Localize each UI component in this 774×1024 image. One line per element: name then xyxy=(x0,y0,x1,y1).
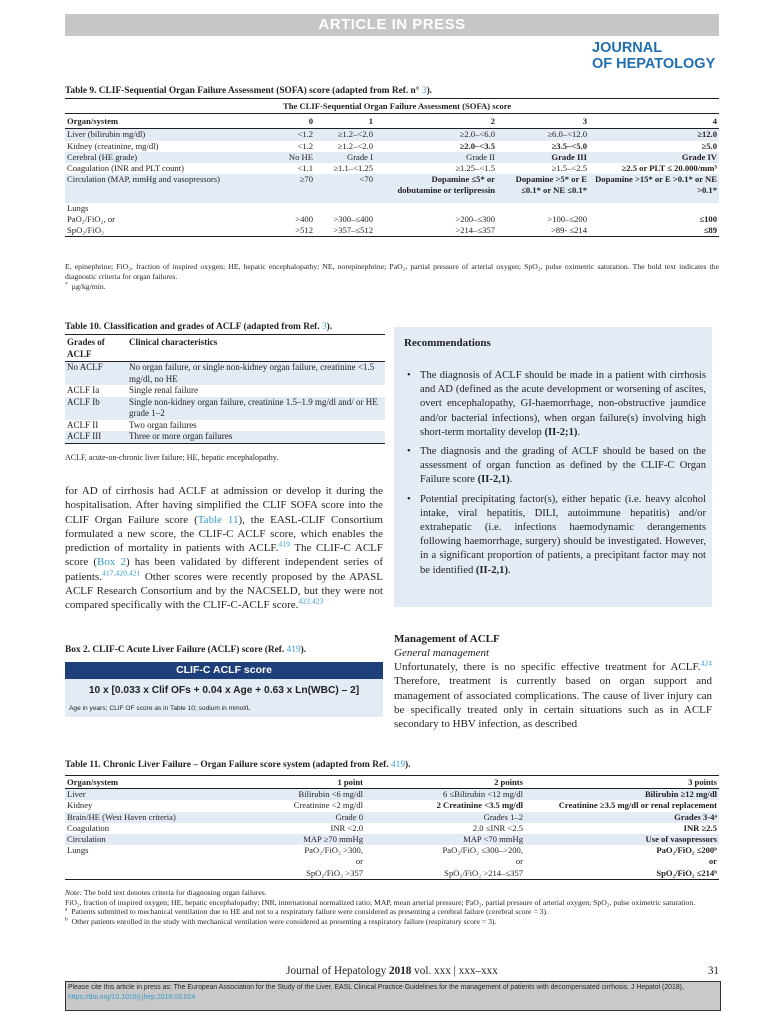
journal-logo-line2: OF HEPATOLOGY xyxy=(592,56,716,72)
cell: ACLF Ia xyxy=(67,385,100,395)
cell: >200–≤300 xyxy=(455,213,495,224)
table-row xyxy=(65,397,385,420)
text: The CLIF-C ACLF score ( xyxy=(65,542,383,569)
cell: ≥12.0 xyxy=(697,129,717,140)
cell: MAP <70 mmHg xyxy=(463,834,523,845)
cell: Single non-kidney organ failure, creatinine 1.5–1.9 mg/dl and/ or HE grade 1–2 xyxy=(129,396,378,418)
cell: ACLF II xyxy=(67,419,99,430)
page-number: 31 xyxy=(707,965,719,977)
table10-aclf-grades xyxy=(65,334,385,444)
table-row-lungs-label xyxy=(65,203,719,214)
caption-text: ). xyxy=(426,86,433,96)
citation-box xyxy=(65,981,721,1011)
cell: Grade 0 xyxy=(335,811,363,822)
journal-logo xyxy=(590,40,720,72)
recommendation-item xyxy=(407,369,706,440)
cell: ≥1.5–<2.5 xyxy=(551,163,587,174)
cell: Grade I xyxy=(346,151,373,162)
recommendation-item xyxy=(407,445,706,488)
cell: MAP ≥70 mmHg xyxy=(303,834,363,845)
cell: INR <2.0 xyxy=(330,822,363,833)
cell: >300–≤400 xyxy=(333,213,373,224)
journal-logo-line1: JOURNAL xyxy=(592,40,663,56)
doi-link[interactable]: https://doi.org/10.1016/j.jhep.2018.03.024 xyxy=(68,994,196,1001)
cell: Creatinine <2 mg/dl xyxy=(293,800,363,811)
cell: 6 ≤Bilirubin <12 mg/dl xyxy=(443,789,523,800)
cell: ≥5.0 xyxy=(701,140,717,151)
cell: ≥2.0–<3.5 xyxy=(459,140,495,151)
cell: Grades 3-4ᵃ xyxy=(674,811,717,822)
body-paragraph xyxy=(65,484,383,613)
ref-link[interactable]: 3 xyxy=(421,86,427,96)
table-row xyxy=(65,834,719,845)
article-in-press-banner: ARTICLE IN PRESS xyxy=(65,14,719,36)
cell: ≥3.5–<5.0 xyxy=(551,140,587,151)
cell: 2 Creatinine <3.5 mg/dl xyxy=(436,800,523,811)
table10-footnote: ACLF, acute-on-chronic liver failure; HE, hepatic encephalopathy. xyxy=(65,453,279,462)
table11-footnote-a: $^a$ Patients submitted to mechanical ventilation due to HE and not to a respiratory failure were considered as presenting a cerebral failure (cerebral score = 3). xyxy=(65,906,548,917)
section-subheading: General management xyxy=(394,647,490,659)
cell: Liver (bilirubin mg/dl) xyxy=(67,129,146,140)
section-heading: Management of ACLF xyxy=(394,633,500,645)
cell: Circulation (MAP, mmHg and vasopressors) xyxy=(67,174,220,185)
cell: Dopamine ≤5* or dobutamine or terlipressin xyxy=(397,174,495,196)
management-section xyxy=(394,632,712,731)
cell: >357–≤512 xyxy=(315,225,387,237)
caption-text: Table 11. Chronic Liver Failure – Organ Failure score system (adapted from Ref. xyxy=(65,760,391,770)
text: Unfortunately, there is no specific effective treatment for ACLF. xyxy=(394,661,701,673)
table9-caption xyxy=(65,86,432,96)
table-row xyxy=(65,431,385,443)
col-header: Organ/system xyxy=(65,114,265,129)
cell: Use of vasopressors xyxy=(645,834,717,845)
col-header: 3 points xyxy=(525,776,719,789)
cell: ≥2.0–<6.0 xyxy=(459,129,495,140)
cell-line: or xyxy=(355,856,363,867)
text: ) has been validated by different independent series of patients. xyxy=(65,556,383,583)
cell: ACLF III xyxy=(65,431,127,443)
cell: Creatinine ≥3.5 mg/dl or renal replacement xyxy=(558,800,717,811)
col-header: 3 xyxy=(497,114,589,129)
cell: ≤100 xyxy=(699,213,717,224)
cell: >400 xyxy=(295,213,313,224)
recommendations-box xyxy=(394,327,712,607)
table-row xyxy=(65,385,385,397)
cell: Grade IV xyxy=(681,151,717,162)
box2-clif-c-aclf xyxy=(65,662,383,717)
cell: Two organ failures xyxy=(129,419,197,430)
cell: Coagulation xyxy=(67,822,110,833)
recommendation-item xyxy=(407,493,706,578)
cell: >214–≤357 xyxy=(387,225,497,237)
bullet-icon: • xyxy=(407,493,411,505)
citation-text: Please cite this article in press as: The European Association for the Study of the Liver. EASL Clinical Practice Guidelines for the management of patients with decompensated cirrhosis. J Hepatol (2018), xyxy=(68,984,684,991)
cell: 2.0 ≤INR <2.5 xyxy=(472,822,523,833)
cell: ≥1.25–<1.5 xyxy=(455,163,495,174)
table-row xyxy=(65,823,719,834)
table-row xyxy=(65,812,719,823)
table9-footnote-star: * µg/kg/min. xyxy=(65,281,106,291)
table9-sofa xyxy=(65,98,719,237)
caption-text: Table 9. CLIF-Sequential Organ Failure Assessment (SOFA) score (adapted from Ref. n° xyxy=(65,86,422,96)
col-header: 4 xyxy=(589,114,719,129)
cell-line: or xyxy=(515,856,523,867)
cell: Dopamine >15* or E >0.1* or NE >0.1* xyxy=(595,174,717,196)
table9-footnote: E, epinephrine; FiO₂, fraction of inspired oxygen; HE, hepatic encephalopathy; NE, norepinephrine; PaO₂, partial pressure of arterial oxygen; SpO₂, pulse oximetric saturation. The bold text indicates the diagnostic criteria for organ failures. xyxy=(65,262,719,281)
cell: >512 xyxy=(265,225,315,237)
evidence-grade: (II-2,1) xyxy=(477,474,510,486)
text: ), the EASL-CLIF Consortium formulated a new score, the CLIF-C ACLF score, which enables the prediction of mortality in patients with ACLF. xyxy=(65,513,383,555)
table-row xyxy=(65,800,719,811)
cell: Coagulation (INR and PLT count) xyxy=(67,163,184,174)
table10-caption xyxy=(65,322,332,332)
col-header: 0 xyxy=(265,114,315,129)
cell: Three or more organ failures xyxy=(127,431,385,443)
table11-caption xyxy=(65,760,410,770)
recommendations-title: Recommendations xyxy=(404,337,491,349)
cell: SpO₂/FiO₂ xyxy=(65,225,265,237)
cell-line: SpO₂/FiO₂ >357 xyxy=(306,867,363,878)
table-row xyxy=(65,789,719,801)
recommendation-text: The diagnosis and the grading of ACLF should be based on the assessment of organ function as defined by the CLIF-C Organ Failure score xyxy=(420,446,706,486)
caption-text: ). xyxy=(326,322,333,332)
cell: Circulation xyxy=(67,834,106,845)
table11-note xyxy=(65,888,719,898)
cell: ≥6.0–<12.0 xyxy=(547,129,587,140)
text: for AD of cirrhosis had ACLF at admission or develop it during the hospitalisation. After having simplified the CLIF SOFA score into the CLIF Organ Failure score ( xyxy=(65,485,383,526)
col-header: Grades of ACLF xyxy=(65,335,127,362)
text: Therefore, treatment is currently based on organ support and management of associated complications. The cause of liver injury can be specifically treated only in certain situations such as in ACLF secondary to HBV infection, as described xyxy=(394,675,712,731)
body-paragraph xyxy=(394,660,712,731)
box2-note: Age in years; CLIF OF score as in Table 10; sodium in mmol/L xyxy=(69,705,251,712)
cell: Grades 1–2 xyxy=(483,811,523,822)
cell: ACLF Ib xyxy=(67,396,100,407)
cell: Lungs xyxy=(65,845,225,879)
col-header: 1 xyxy=(315,114,387,129)
cell: Bilirubin ≥12 mg/dl xyxy=(644,789,717,800)
cell: No organ failure, or single non-kidney organ failure, creatinine <1.5 mg/dl, no HE xyxy=(129,362,375,384)
cell-line: PaO₂/FiO₂ ≤200ᵇ xyxy=(656,845,717,856)
recommendation-text: . xyxy=(509,474,513,486)
cell: ≥1.1–<1.25 xyxy=(333,163,373,174)
recommendation-text: The diagnosis of ACLF should be made in a patient with cirrhosis and AD (defined as the acute development or worsening of ascites, overt encephalopathy, GI-haemorrhage, non-obstructive jaundice and/or bacterial infections), when organ failure(s) involving high short-term mortality develop xyxy=(420,370,706,438)
cell: INR ≥2.5 xyxy=(683,822,717,833)
footer-journal xyxy=(65,965,719,977)
cell: <1.1 xyxy=(297,163,313,174)
cell xyxy=(225,845,365,879)
caption-text: Box 2. CLIF-C Acute Liver Failure (ACLF) score (Ref. xyxy=(65,645,287,655)
caption-text: ). xyxy=(300,645,307,655)
cell: Lungs xyxy=(67,202,89,213)
cell: Single renal failure xyxy=(129,385,198,395)
evidence-grade: (II-2;1) xyxy=(544,426,578,438)
box2-formula: 10 x [0.033 x Clif OFs + 0.04 x Age + 0.63 x Ln(WBC) – 2] xyxy=(88,685,360,696)
table-row xyxy=(65,214,719,225)
cell: Dopamine >5* or E ≤0.1* or NE ≤0.1* xyxy=(515,174,587,196)
recommendation-text: . xyxy=(577,426,581,438)
cell xyxy=(525,845,719,879)
table-row xyxy=(65,362,385,386)
cell-line: PaO₂/FiO₂ ≤300–>200, xyxy=(442,845,523,856)
table-row xyxy=(65,420,385,432)
cell: Bilirubin <6 mg/dl xyxy=(298,789,363,800)
ref-link[interactable]: 419 xyxy=(390,760,405,770)
cell: Brain/HE (West Haven criteria) xyxy=(67,811,176,822)
cell: Kidney (creatinine, mg/dl) xyxy=(67,140,159,151)
recommendations-list xyxy=(404,369,714,583)
evidence-grade: (II-2,1) xyxy=(475,564,508,576)
cell: ≥70 xyxy=(299,174,313,185)
citation-link[interactable]: 422,423 xyxy=(298,596,324,606)
table11-footnote-b: $^b$ Other patients enrolled in the study with mechanical ventilation were considered as presenting a respiratory failure (respiratory score = 3). xyxy=(65,916,497,926)
footnote-text: Other patients enrolled in the study with mechanical ventilation were considered as presenting a respiratory failure (respiratory score = 3). xyxy=(71,916,497,926)
footer-text: vol. xxx | xxx–xxx xyxy=(411,965,498,977)
cell: ≥1.2–<2.0 xyxy=(337,129,373,140)
table-row xyxy=(65,174,719,202)
table-row-lungs xyxy=(65,845,719,879)
cell: <70 xyxy=(359,174,373,185)
footer-year: 2018 xyxy=(389,965,412,977)
cell: Grade II xyxy=(466,151,495,162)
cell: Kidney xyxy=(67,800,93,811)
cell: <1.2 xyxy=(297,129,313,140)
box2-link[interactable]: Box 2 xyxy=(97,556,126,569)
cell: PaO₂/FiO₂, or xyxy=(67,213,116,224)
cell-line: SpO₂/FiO₂ >214–≤357 xyxy=(444,867,523,878)
citation-link[interactable]: 419 xyxy=(278,539,290,549)
col-header: 2 points xyxy=(365,776,525,789)
note-text: The bold text denotes criteria for diagnosing organ failures. xyxy=(82,888,267,897)
table-row xyxy=(65,163,719,174)
recommendation-text: Potential precipitating factor(s), either hepatic (i.e. heavy alcohol intake, viral hepatitis, DILI, autoimmune hepatitis) and/or extrahepatic (i.e. infections haemodynamic derangements following haemorrhage, surgery) should be investigated. However, in a significant proportion of patients, a precipitant factor may not be identified xyxy=(420,493,706,576)
table-row xyxy=(65,152,719,163)
cell: No HE xyxy=(288,151,313,162)
col-header: 2 xyxy=(387,114,497,129)
citation-link[interactable]: 417,420,421 xyxy=(101,568,141,578)
box2-caption xyxy=(65,645,306,655)
col-header: Clinical characteristics xyxy=(127,335,385,362)
table9-span-header: The CLIF-Sequential Organ Failure Assessment (SOFA) score xyxy=(265,99,719,114)
table11-clif-of xyxy=(65,775,719,880)
bullet-icon: • xyxy=(407,370,411,381)
col-header: 1 point xyxy=(225,776,365,789)
recommendation-text: . xyxy=(507,564,511,576)
cell: Cerebral (HE grade) xyxy=(67,151,138,162)
cell-line: SpO₂/FiO₂ ≤214ᵇ xyxy=(656,867,717,878)
cell: Liver xyxy=(67,789,86,800)
footnote-text: Patients submitted to mechanical ventilation due to HE and not to a respiratory failure were considered as presenting a cerebral failure (cerebral score = 3). xyxy=(71,907,548,917)
note-label: Note: xyxy=(65,888,83,897)
footnote-text: µg/kg/min. xyxy=(71,282,106,291)
box2-body xyxy=(65,679,383,717)
cell: >100–≤200 xyxy=(547,213,587,224)
text: Other scores were recently proposed by the APASL ACLF Research Consortium and by the NACSELD, but they were not compared specifically with the CLIF-C-ACLF score. xyxy=(65,570,383,612)
cell: ≥2.5 or PLT ≤ 20.000/mm³ xyxy=(621,163,717,174)
col-header: Organ/system xyxy=(65,776,225,789)
box2-header: CLIF-C ACLF score xyxy=(65,662,383,679)
table-row xyxy=(65,141,719,152)
citation-link[interactable]: 424 xyxy=(700,658,712,668)
cell: ≤89 xyxy=(589,225,719,237)
ref-link[interactable]: 419 xyxy=(286,645,301,655)
footer-text: Journal of Hepatology xyxy=(286,965,389,977)
caption-text: ). xyxy=(405,760,411,770)
cell xyxy=(365,845,525,879)
ref-link[interactable]: 3 xyxy=(321,322,327,332)
cell: Grade III xyxy=(551,151,587,162)
cell: >89- ≤214 xyxy=(497,225,589,237)
table11-footnotes xyxy=(65,888,719,926)
cell-line: PaO₂/FiO₂ >300, xyxy=(304,845,363,856)
cell: <1.2 xyxy=(297,140,313,151)
cell-line: or xyxy=(708,856,717,867)
table-row xyxy=(65,225,719,237)
page-footer xyxy=(65,965,719,977)
cell: No ACLF xyxy=(67,362,103,372)
caption-text: Table 10. Classification and grades of ACLF (adapted from Ref. xyxy=(65,322,322,332)
table11-abbrev: FiO₂, fraction of inspired oxygen; HE, hepatic encephalopathy; INR, international normalized ratio; MAP, mean arterial pressure; PaO₂, partial pressure of arterial oxygen; SpO₂, pulse oximetric saturation. xyxy=(65,897,696,907)
table11-link[interactable]: Table 11 xyxy=(197,513,239,526)
cell: ≥1.2–<2.0 xyxy=(337,140,373,151)
table-row xyxy=(65,129,719,141)
bullet-icon: • xyxy=(407,446,411,458)
